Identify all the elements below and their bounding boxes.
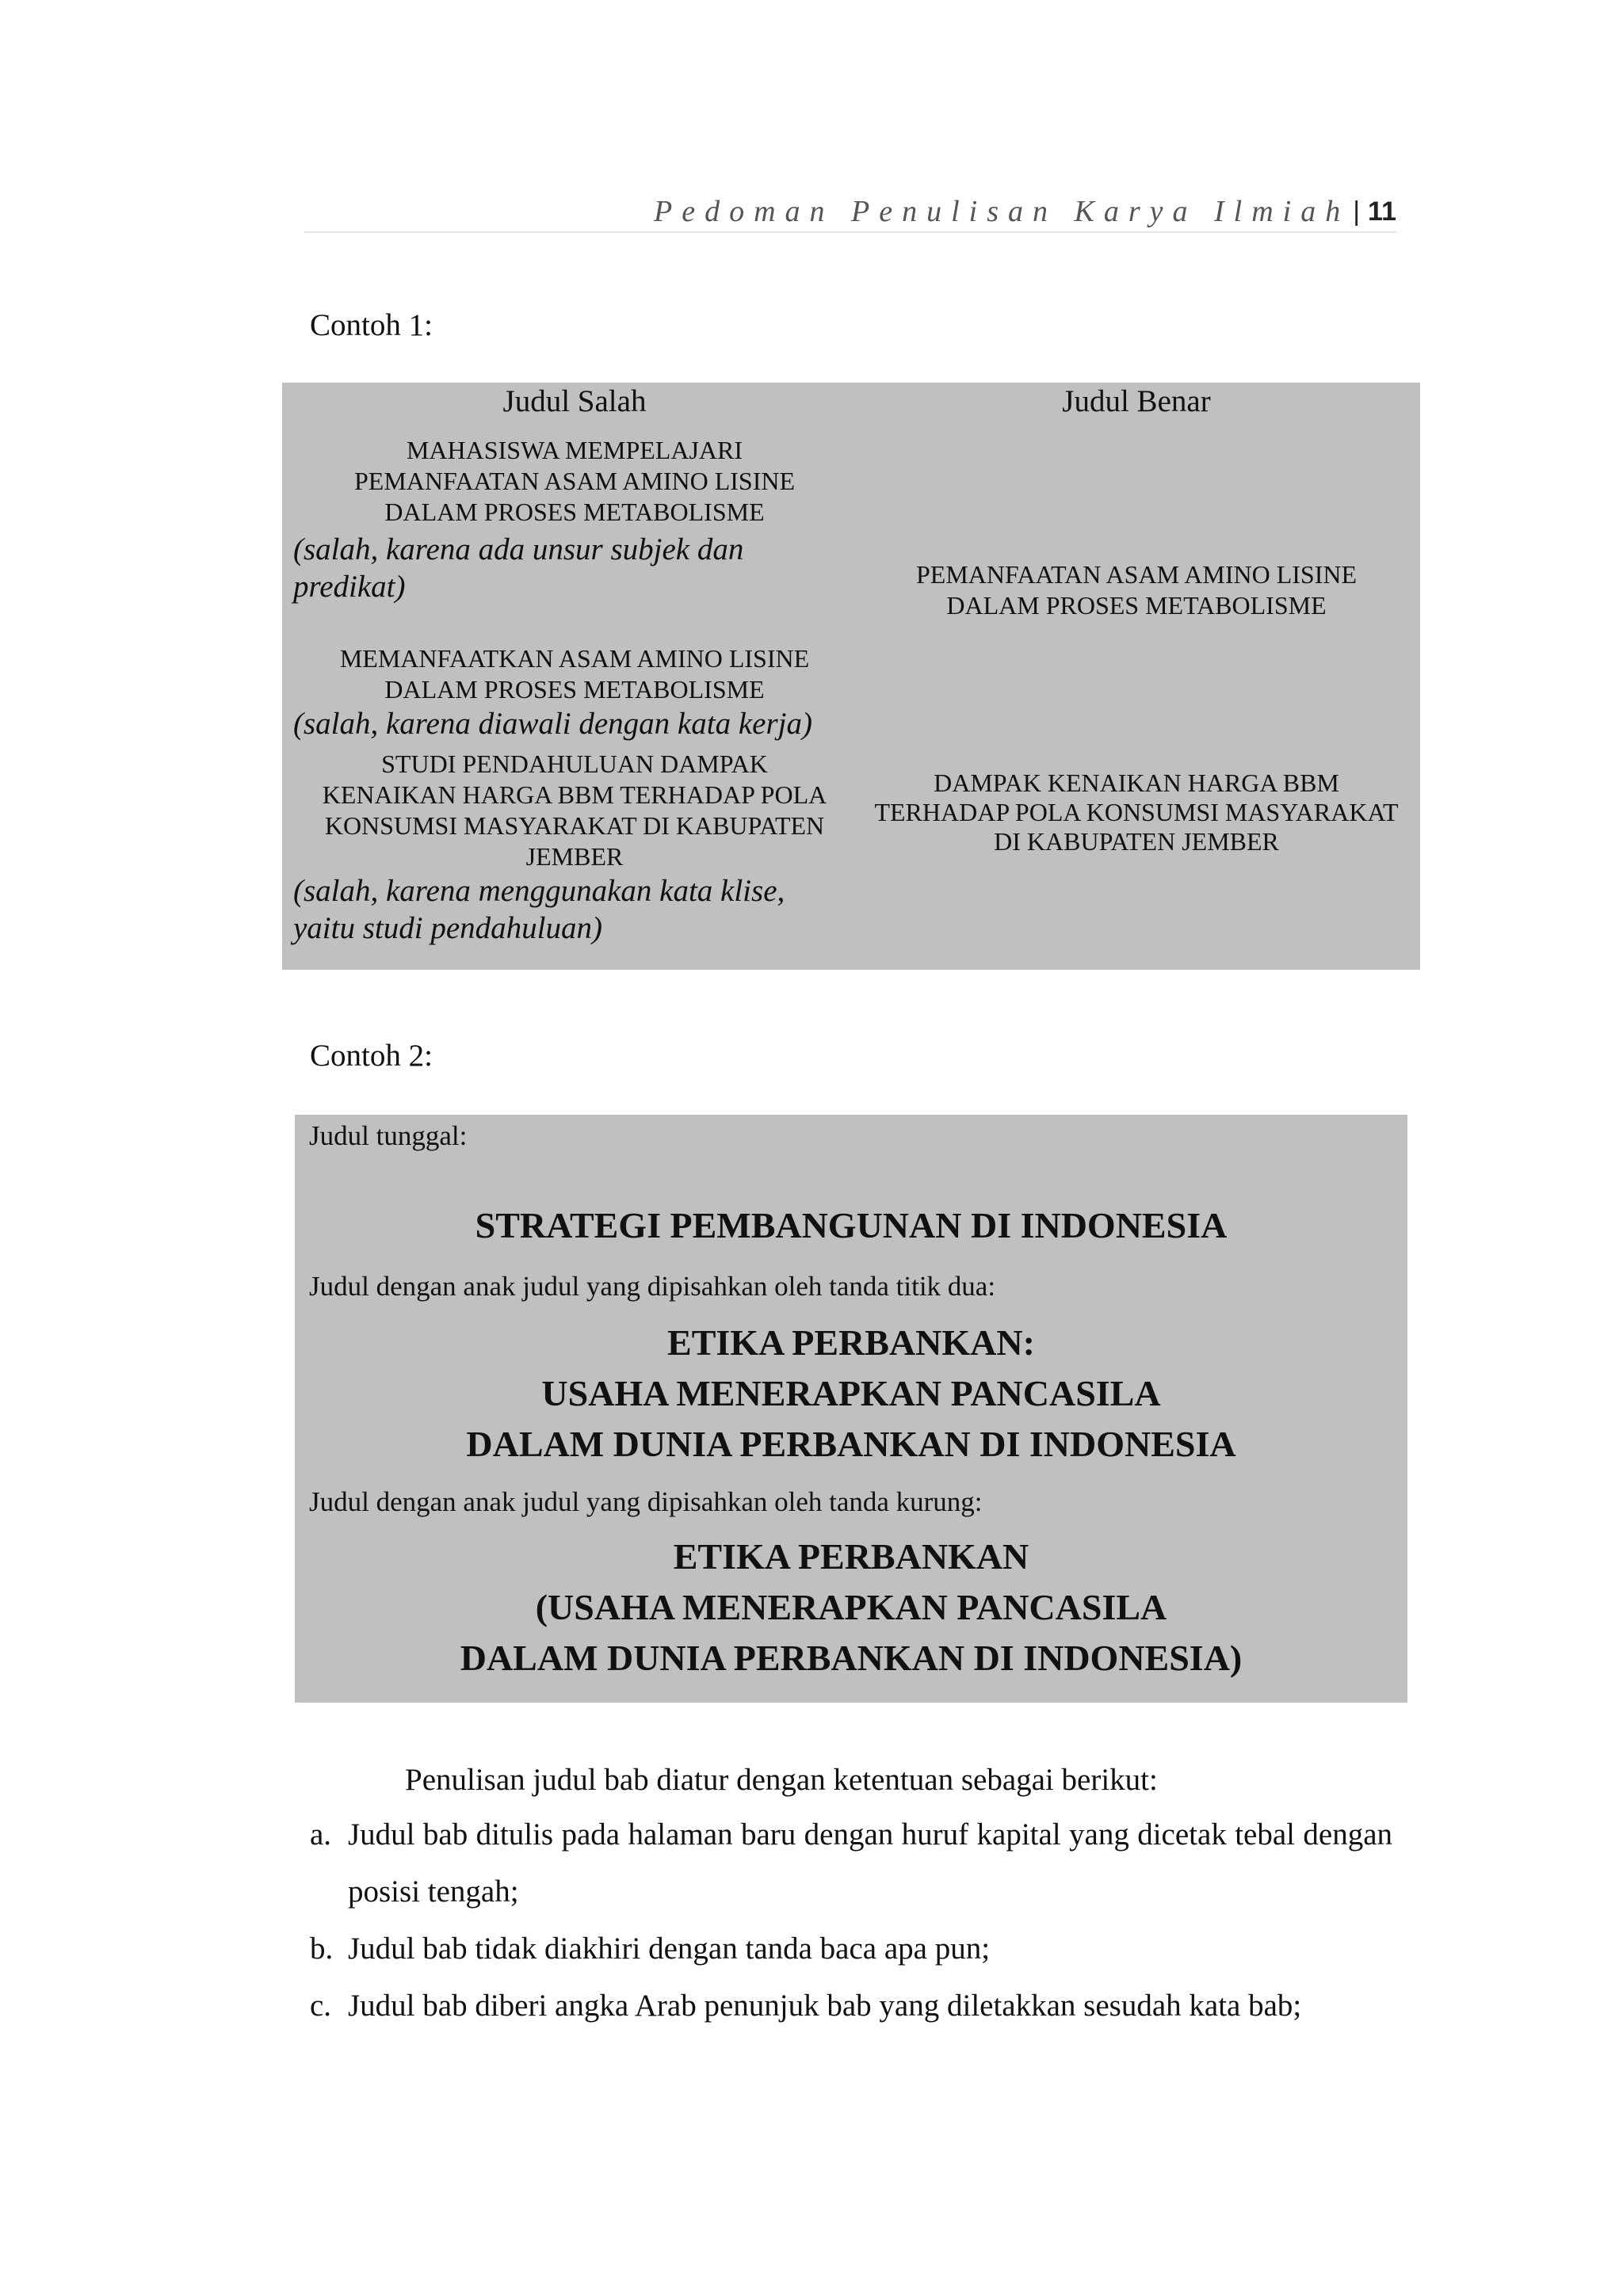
paren-title-label: Judul dengan anak judul yang dipisahkan oleh tanda kurung: (309, 1486, 983, 1517)
colon-title-label: Judul dengan anak judul yang dipisahkan oleh tanda titik dua: (309, 1271, 996, 1302)
column-header-wrong: Judul Salah (502, 384, 647, 418)
colon-title-line: DALAM DUNIA PERBANKAN DI INDONESIA (466, 1424, 1236, 1464)
example2-box (295, 1115, 1407, 1703)
colon-title-line: ETIKA PERBANKAN: (667, 1322, 1035, 1363)
paren-title-line: ETIKA PERBANKAN (673, 1536, 1029, 1577)
right-title-1-line: DALAM PROSES METABOLISME (946, 591, 1327, 620)
right-title-3-line: DAMPAK KENAIKAN HARGA BBM (934, 769, 1339, 797)
example2-label: Contoh 2: (310, 1039, 433, 1073)
right-title-3-line: DI KABUPATEN JEMBER (994, 827, 1279, 856)
wrong-title-3-line: KENAIKAN HARGA BBM TERHADAP POLA (322, 780, 827, 809)
single-title: STRATEGI PEMBANGUNAN DI INDONESIA (475, 1205, 1228, 1245)
header-separator: | (1353, 196, 1361, 227)
wrong-note-1 (293, 531, 856, 605)
wrong-note-2-line: (salah, karena diawali dengan kata kerja) (293, 707, 812, 741)
list-item (310, 1920, 1392, 1978)
list-item (310, 1806, 1392, 1920)
paren-title (295, 1531, 1407, 1684)
column-header-right: Judul Benar (1062, 384, 1211, 418)
single-title-label: Judul tunggal: (309, 1120, 468, 1151)
list-marker: a. (310, 1817, 332, 1852)
wrong-title-1-line: MAHASISWA MEMPELAJARI (406, 436, 743, 464)
right-title-1-line: PEMANFAATAN ASAM AMINO LISINE (916, 560, 1357, 589)
wrong-title-3-line: STUDI PENDAHULUAN DAMPAK (381, 749, 768, 778)
right-title-1 (853, 559, 1420, 621)
wrong-note-3 (293, 872, 856, 947)
wrong-title-1-line: DALAM PROSES METABOLISME (384, 498, 765, 526)
right-title-3 (853, 769, 1420, 856)
list-text: Judul bab ditulis pada halaman baru dengan huruf kapital yang dicetak tebal dengan posisi tengah; (348, 1817, 1392, 1909)
wrong-title-2 (293, 643, 856, 742)
wrong-note-1-line: (salah, karena ada unsur subjek dan (293, 532, 744, 566)
paren-title-line: DALAM DUNIA PERBANKAN DI INDONESIA) (460, 1638, 1243, 1678)
wrong-title-3-line: JEMBER (525, 842, 624, 871)
wrong-title-2-line: MEMANFAATKAN ASAM AMINO LISINE (339, 644, 810, 673)
colon-title (295, 1318, 1407, 1470)
wrong-title-3 (293, 749, 856, 947)
list-item (310, 1978, 1392, 2035)
page-number: 11 (1368, 196, 1396, 227)
wrong-title-2-line: DALAM PROSES METABOLISME (384, 675, 765, 704)
list-text: Judul bab diberi angka Arab penunjuk bab yang diletakkan sesudah kata bab; (348, 1989, 1302, 2023)
wrong-title-1 (293, 435, 856, 605)
wrong-note-2 (293, 705, 856, 742)
right-title-3-line: TERHADAP POLA KONSUMSI MASYARAKAT (874, 798, 1399, 826)
wrong-note-3-line: (salah, karena menggunakan kata klise, (293, 874, 785, 908)
running-title: Pedoman Penulisan Karya Ilmiah (653, 195, 1350, 228)
wrong-note-1-line: predikat) (293, 570, 406, 604)
wrong-title-3-line: KONSUMSI MASYARAKAT DI KABUPATEN (324, 811, 825, 840)
list-marker: c. (310, 1989, 332, 2023)
wrong-note-3-line: yaitu studi pendahuluan) (293, 911, 602, 945)
paren-title-line: (USAHA MENERAPKAN PANCASILA (535, 1587, 1167, 1627)
page-header (304, 192, 1396, 233)
wrong-title-1-line: PEMANFAATAN ASAM AMINO LISINE (354, 467, 795, 495)
list-marker: b. (310, 1932, 334, 1966)
example1-label: Contoh 1: (310, 308, 433, 342)
example1-table (282, 383, 1420, 970)
colon-title-line: USAHA MENERAPKAN PANCASILA (541, 1373, 1161, 1413)
intro-paragraph: Penulisan judul bab diatur dengan ketentuan sebagai berikut: (405, 1763, 1158, 1797)
list-text: Judul bab tidak diakhiri dengan tanda baca apa pun; (348, 1932, 991, 1966)
